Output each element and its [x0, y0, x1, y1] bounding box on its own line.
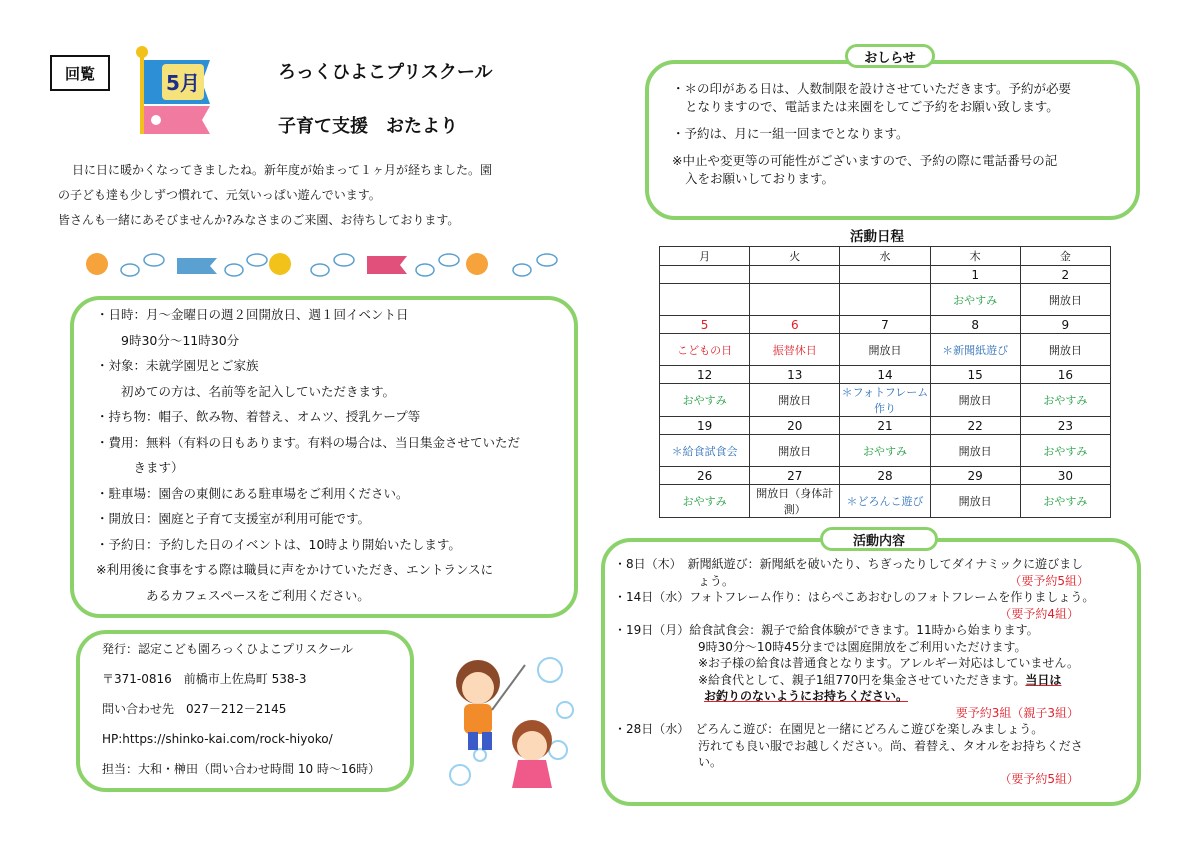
calendar-date: 14: [840, 366, 930, 384]
calendar-event: おやすみ: [660, 384, 750, 417]
koinobori-cloud-decoration-icon: [82, 246, 562, 286]
calendar-date-row: [660, 266, 1111, 284]
calendar-event: ＊新聞紙遊び: [930, 334, 1020, 366]
calendar-event: 開放日: [1020, 334, 1110, 366]
notice-item: ※中止や変更等の可能性がございますので、予約の際に電話番号の記 入をお願いしております。: [672, 153, 1058, 186]
calendar-date: 30: [1020, 467, 1110, 485]
calendar-event: 振替休日: [750, 334, 840, 366]
calendar-event: [750, 284, 840, 316]
calendar-date-row: [660, 417, 1111, 435]
calendar-event-row: [660, 485, 1111, 518]
badge-month: 5月: [166, 71, 200, 95]
calendar-date: [750, 266, 840, 284]
calendar-date: 1: [930, 266, 1020, 284]
calendar-date: 19: [660, 417, 750, 435]
activities-list: ・8日（木） 新聞紙遊び：新聞紙を破いたり、ちぎったりしてダイナミックに遊びまし ょう。 （要予約5組） ・14日（水）フォトフレーム作り：はらぺこあおむしのフォトフレームを作りましょう。 （要予約4組） ・19日（月）給食試食会：親子で給食体験ができます。11時から始まります。 9時30分～10時45分までは園庭開放をご利用いただけます。 ※お子様の給食は普通食となります。アレルギー対応はしていません。 ※給食代として、親子1組770円を集金させていただきます。当日は お釣りのないようにお持ちください。 要予約3組（親子3組） ・28日（水） どろんこ遊び：在園児と一緒にどろんこ遊びを楽しみましょう。 汚れても良い服でお越しください。尚、着替え、タオルをお持ちくださ い。 （要予約5組）: [614, 556, 1129, 787]
calendar-date: 26: [660, 467, 750, 485]
calendar-event: おやすみ: [930, 284, 1020, 316]
koinobori-badge-icon: [130, 44, 215, 136]
calendar-event: 開放日: [930, 384, 1020, 417]
calendar-event: 開放日: [750, 435, 840, 467]
calendar-event: [840, 284, 930, 316]
weekday-header: 木: [930, 247, 1020, 266]
calendar-event: 開放日（身体計測）: [750, 485, 840, 518]
calendar-date: 20: [750, 417, 840, 435]
calendar-event: 開放日: [840, 334, 930, 366]
reservation-note: （要予約5組）: [999, 771, 1079, 786]
schedule-title: 活動日程: [850, 229, 904, 245]
calendar-date: 23: [1020, 417, 1110, 435]
kairan-label: 回覧: [50, 55, 110, 91]
calendar-date-row: [660, 467, 1111, 485]
calendar-date: 28: [840, 467, 930, 485]
school-title: ろっくひよこプリスクール: [278, 62, 493, 83]
calendar-event: ＊給食試食会: [660, 435, 750, 467]
calendar-date: 22: [930, 417, 1020, 435]
reservation-note: （要予約4組）: [999, 606, 1079, 621]
calendar-event: ＊どろんこ遊び: [840, 485, 930, 518]
calendar-date: 9: [1020, 316, 1110, 334]
calendar-event-row: [660, 334, 1111, 366]
info-list: ・日時：月～金曜日の週２回開放日、週１回イベント日 9時30分～11時30分 ・対象：未就学園児とご家族 初めての方は、名前等を記入していただきます。 ・持ち物：帽子、飲み物、着替え、オムツ、授乳ケープ等 ・費用：無料（有料の日もあります。有料の場合は、当日集金させていただ きます） ・駐車場：園舎の東側にある駐車場をご利用ください。 ・開放日：園庭と子育て支援室が利用可能です。 ・予約日：予約した日のイベントは、10時より開始いたします。 ※利用後に食事をする際は職員に声をかけていただき、エントランスに あるカフェスペースをご利用ください。: [96, 307, 521, 603]
weekday-header: 水: [840, 247, 930, 266]
calendar-header-row: [660, 247, 1111, 266]
calendar-event: 開放日: [1020, 284, 1110, 316]
schedule-calendar: [659, 246, 1111, 518]
weekday-header: 火: [750, 247, 840, 266]
notice-item: ・予約は、月に一組一回までとなります。: [672, 126, 909, 141]
calendar-date: 27: [750, 467, 840, 485]
calendar-event: [660, 284, 750, 316]
calendar-date-row: [660, 316, 1111, 334]
calendar-date: [840, 266, 930, 284]
homepage-url: HP:https://shinko-kai.com/rock-hiyoko/: [102, 732, 333, 746]
publisher-info: 発行：認定こども園ろっくひよこプリスクール 〒371-0816 前橋市上佐鳥町 538-3 問い合わせ先 027－212－2145 HP:https://shinko-kai.com/rock-hiyoko/ 担当：大和・榊田（問い合わせ時間 10 時～16時）: [102, 642, 381, 776]
calendar-event: 開放日: [930, 435, 1020, 467]
weekday-header: 月: [660, 247, 750, 266]
calendar-event-row: [660, 384, 1111, 417]
notice-item: ・＊の印がある日は、人数制限を設けさせていただきます。予約が必要 となりますので、電話または来園をしてご予約をお願い致します。: [672, 81, 1072, 114]
calendar-date: 2: [1020, 266, 1110, 284]
weekday-header: 金: [1020, 247, 1110, 266]
calendar-date: 12: [660, 366, 750, 384]
calendar-date: 16: [1020, 366, 1110, 384]
calendar-date: 6: [750, 316, 840, 334]
reservation-note: 要予約3組（親子3組）: [955, 705, 1079, 720]
calendar-date: 15: [930, 366, 1020, 384]
calendar-date: 13: [750, 366, 840, 384]
calendar-event: ＊フォトフレーム作り: [840, 384, 930, 417]
calendar-date: 21: [840, 417, 930, 435]
calendar-event: おやすみ: [840, 435, 930, 467]
calendar-event: 開放日: [750, 384, 840, 417]
calendar-event: おやすみ: [1020, 384, 1110, 417]
calendar-date: 29: [930, 467, 1020, 485]
calendar-date: 5: [660, 316, 750, 334]
calendar-event-row: [660, 435, 1111, 467]
intro-text: 日に日に暖かくなってきましたね。新年度が始まって１ヶ月が経ちました。園 の子ども達も少しずつ慣れて、元気いっぱい遊んでいます。 皆さんも一緒にあそびませんか?みなさまのご来園、お待ちしております。: [58, 163, 493, 227]
calendar-date: [660, 266, 750, 284]
calendar-event: おやすみ: [660, 485, 750, 518]
activities-title: 活動内容: [820, 527, 938, 551]
calendar-event: おやすみ: [1020, 435, 1110, 467]
calendar-event-row: [660, 284, 1111, 316]
calendar-date: 8: [930, 316, 1020, 334]
newsletter-subtitle: 子育て支援 おたより: [278, 116, 458, 137]
calendar-event: 開放日: [930, 485, 1020, 518]
children-bubbles-illustration-icon: [440, 650, 580, 795]
calendar-event: おやすみ: [1020, 485, 1110, 518]
reservation-note: （要予約5組）: [1009, 573, 1089, 588]
notice-title: おしらせ: [845, 44, 935, 68]
notice-list: [672, 80, 1122, 197]
calendar-date-row: [660, 366, 1111, 384]
calendar-event: こどもの日: [660, 334, 750, 366]
calendar-date: 7: [840, 316, 930, 334]
